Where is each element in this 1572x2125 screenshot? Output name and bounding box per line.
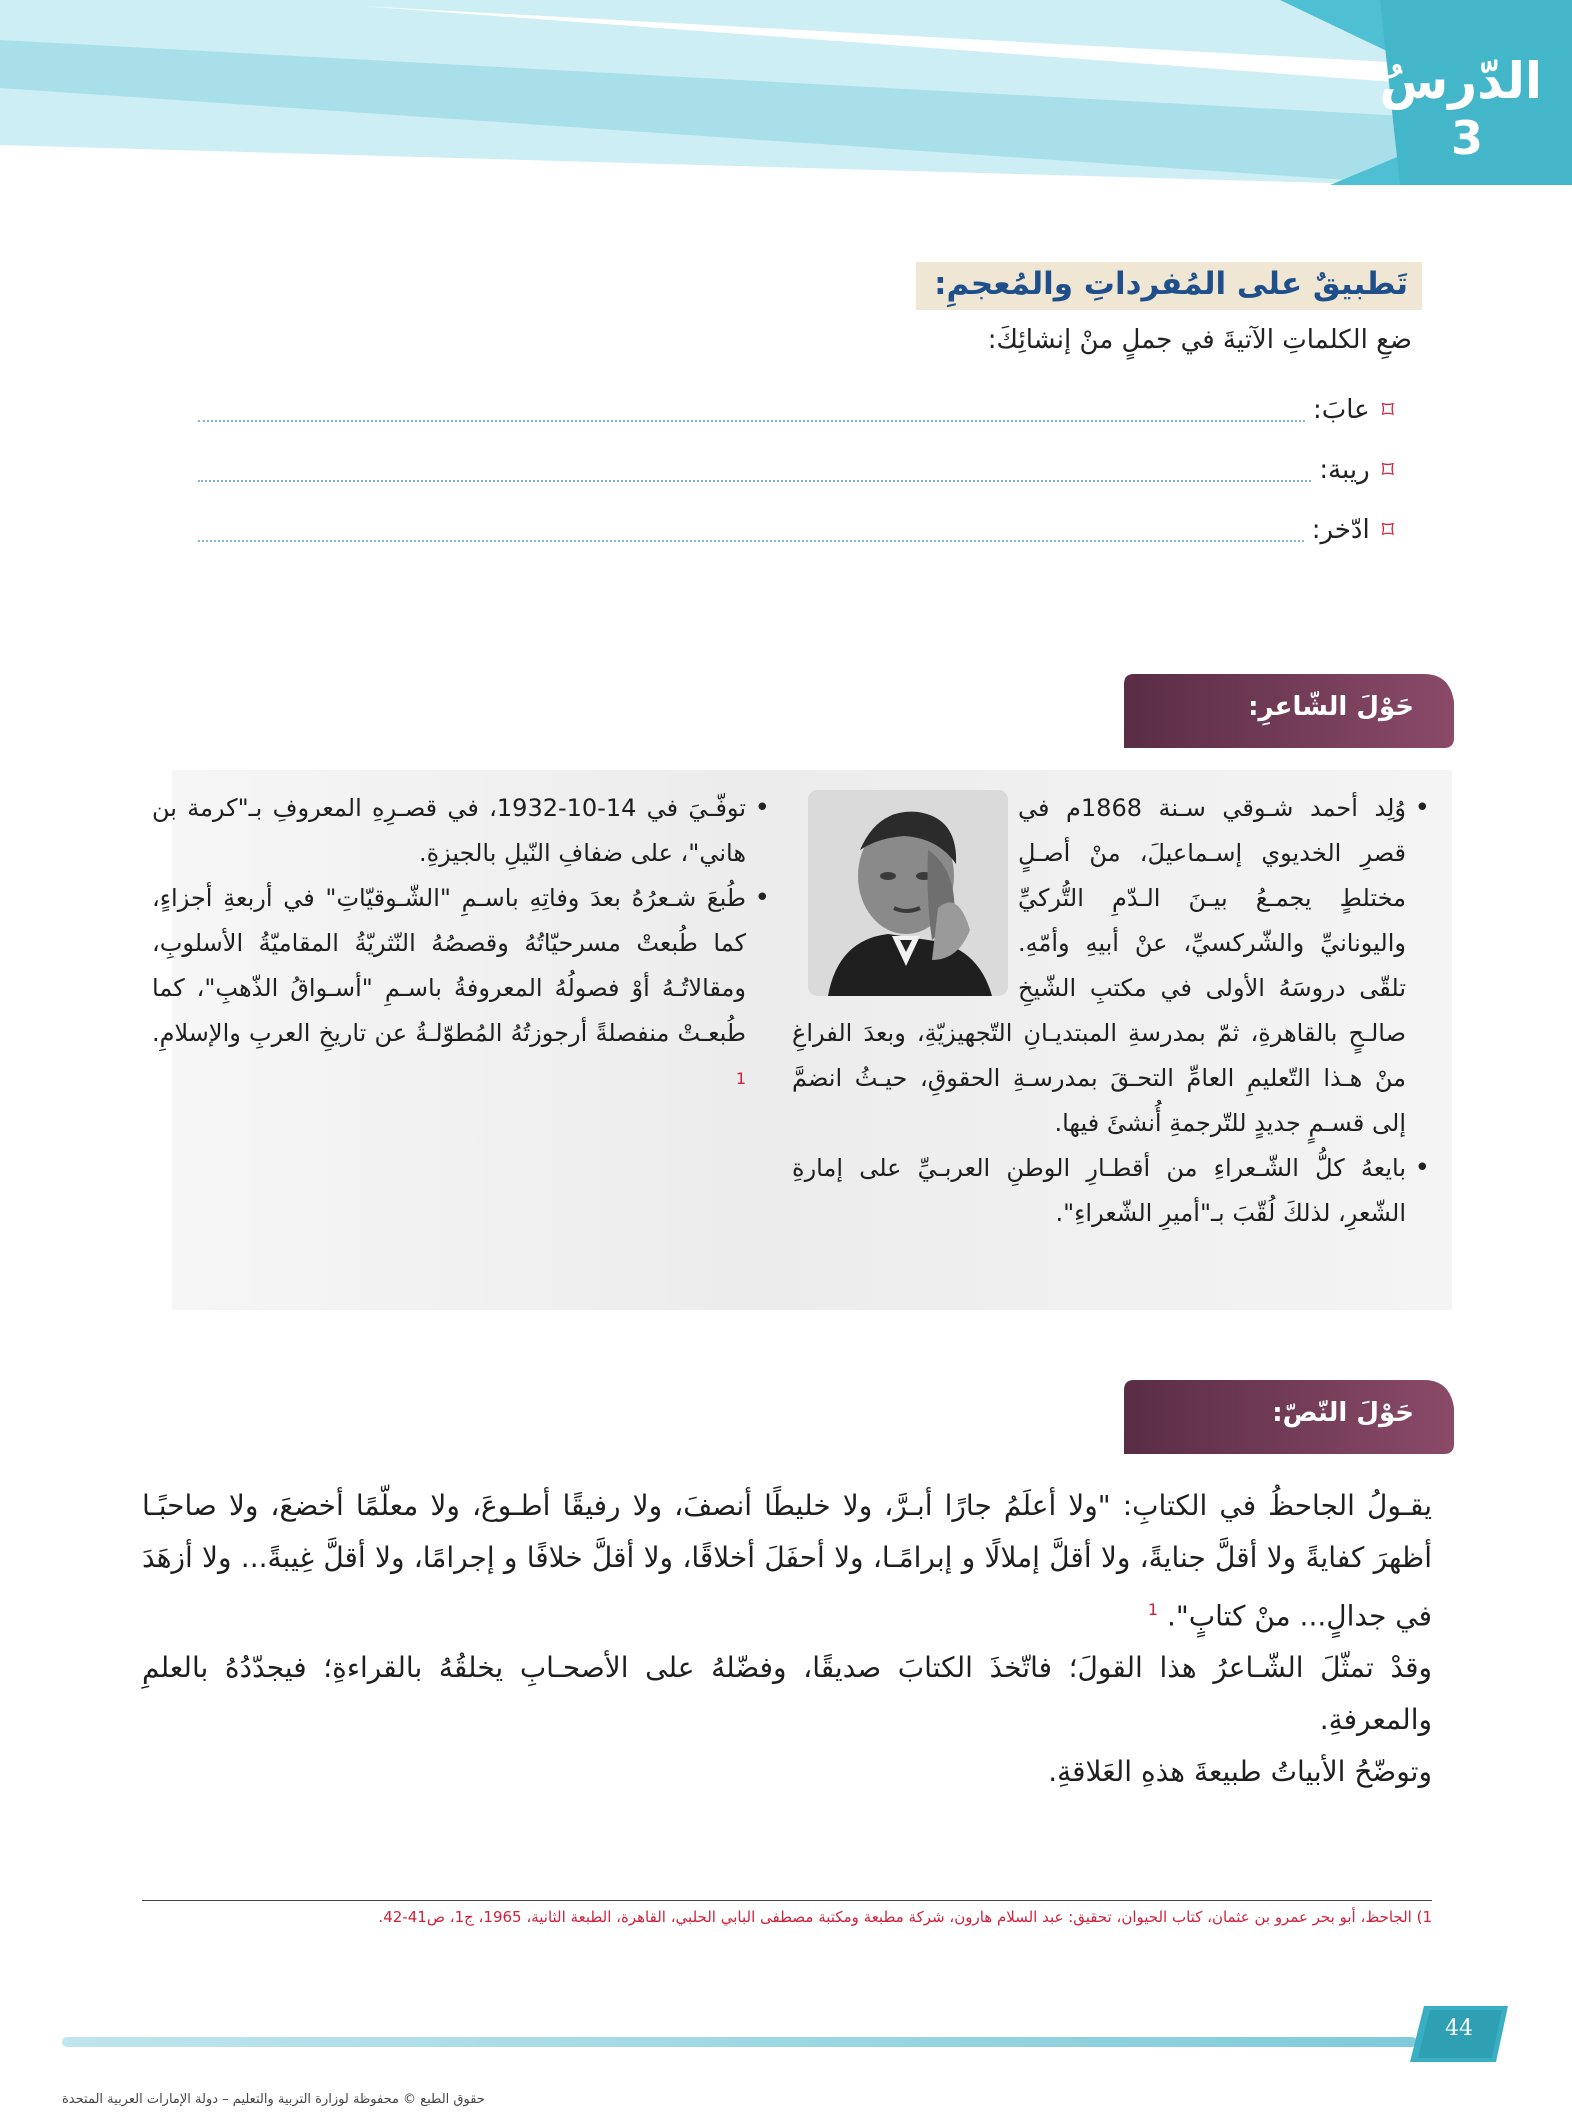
text-tab-label: حَوْلَ النّصّ: <box>1272 1398 1414 1428</box>
vocab-line-3[interactable] <box>198 506 1394 550</box>
footer-bar <box>62 2037 1417 2047</box>
bullet-icon: ⌑ <box>1381 456 1394 484</box>
vocab-heading: تَطبيقٌ على المُفرداتِ والمُعجمِ: <box>916 262 1422 310</box>
footnote: 1) الجاحظ، أبو بحر عمرو بن عثمان، كتاب الحيوان، تحقيق: عبد السلام هارون، شركة مطبعة ومكتبة مصطفى البابي الحلبي، القاهرة، الطبعة الثانية، 1965، ج1، ص41-42. <box>378 1908 1432 1926</box>
poet-bio-left <box>152 786 772 1108</box>
vocab-word: ريبة: <box>1319 455 1370 485</box>
bullet-icon: ⌑ <box>1381 516 1394 544</box>
answer-line[interactable] <box>198 540 1304 542</box>
page-number: 44 <box>1445 2016 1473 2041</box>
vocab-line-2[interactable] <box>198 446 1394 490</box>
poet-bio-text-4: طُبعَ شـعرُهُ بعدَ وفاتِهِ باسـمِ "الشّـوقيّاتِ" في أربعةِ أجزاءٍ، كما طُبعتْ مسرحيّاتُهُ وقصصُهُ النّثريّةُ المقاميّةُ الأسلوبِ، ومقالاتُـهُ أوْ فصولُهُ المعروفةُ باسـمِ "أسـواقُ الذّهبِ"، كما طُبعـتْ منفصلةً أرجوزتُهُ المُطوّلـةُ عن تاريخِ العربِ والإسلامِ. <box>152 884 746 1047</box>
portrait-icon <box>808 790 1008 996</box>
poet-bio-item-2 <box>792 1146 1432 1236</box>
poet-bio-text-1: وُلِد أحمد شـوقي سـنة 1868م في قصرِ الخديوي إسـماعيلَ، منْ أصـلٍ مختلطٍ يجمـعُ بيـنَ الـدّمِ التُّركيِّ واليونانيِّ والشّركسيِّ، عنْ أبيهِ وأمّهِ. تلقّى دروسَهُ الأولى في مكتبِ الشّيخِ صالـحٍ بالقاهرةِ، ثمّ بمدرسةِ المبتديـانِ التّجهيزيّةِ، وبعدَ الفراغِ منْ هـذا التّعليمِ العامِّ التحـقَ بمدرسـةِ الحقوقِ، حيـثُ انضمَّ إلى قسـمٍ جديدٍ للتّرجمةِ أُنشئَ فيها. <box>792 794 1406 1137</box>
copyright-notice: حقوق الطبع © محفوظة لوزارة التربية والتعليم – دولة الإمارات العربية المتحدة <box>62 2092 485 2107</box>
answer-line[interactable] <box>198 480 1311 482</box>
lesson-number: 3 <box>1450 111 1483 165</box>
poet-bio-item-4 <box>152 876 772 1108</box>
footnote-marker[interactable]: 1 <box>735 1069 746 1088</box>
poet-bio-text-2: بايعهُ كلُّ الشّـعراءِ من أقطـارِ الوطنِ العربـيِّ على إمارةِ الشّعرِ، لذلكَ لُقّبَ بـ"أميرِ الشّعراءِ". <box>792 1154 1406 1227</box>
answer-line[interactable] <box>198 420 1305 422</box>
text-paragraph-1-content: يقـولُ الجاحظُ في الكتابِ: "ولا أعلَمُ جارًا أبـرَّ، ولا خليطًا أنصفَ، ولا رفيقًا أطـوعَ، ولا معلّمًا أخضعَ، ولا صاحبًـا أظهرَ كفايةً ولا أقلَّ جنايةً، ولا أقلَّ إملالًا و إبرامًـا، ولا أحفَلَ أخلاقًا، ولا أقلَّ خلافًا و إجرامًا، ولا أقلَّ غِيبةً... ولا أزهَدَ في جدالٍ... منْ كتابٍ". <box>142 1489 1432 1633</box>
footnote-marker[interactable]: 1 <box>1147 1600 1159 1619</box>
text-paragraph-1 <box>142 1480 1432 1642</box>
text-body <box>142 1480 1432 1798</box>
text-tab <box>1124 1378 1454 1456</box>
vocab-line-1[interactable] <box>198 386 1394 430</box>
poet-bio-item-1 <box>792 786 1432 1146</box>
poet-bio-item-3 <box>152 786 772 876</box>
header-banner <box>0 0 1572 185</box>
poet-bio-text-3: توفّـيَ في 14-10-1932، في قصـرِهِ المعروفِ بـ"كرمة بن هاني"، على ضفافِ النّيلِ بالجيزةِ. <box>152 794 747 867</box>
vocab-word: عابَ: <box>1313 395 1370 425</box>
poet-photo <box>808 790 1008 996</box>
poet-tab <box>1124 672 1454 750</box>
vocab-instruction: ضعِ الكلماتِ الآتيةَ في جملٍ منْ إنشائِكَ: <box>987 325 1412 355</box>
text-paragraph-3: وتوضّحُ الأبياتُ طبيعةَ هذهِ العَلاقةِ. <box>1048 1755 1432 1789</box>
poet-tab-label: حَوْلَ الشّاعرِ: <box>1248 692 1414 722</box>
bullet-icon: ⌑ <box>1381 396 1394 424</box>
text-paragraph-2: وقدْ تمثّلَ الشّـاعرُ هذا القولَ؛ فاتّخذَ الكتابَ صديقًا، وفضّلهُ على الأصحـابِ يخلقُهُ بالقراءةِ؛ فيجدّدُهُ بالعلمِ والمعرفةِ. <box>142 1651 1432 1737</box>
vocab-word: ادّخر: <box>1311 515 1370 545</box>
poet-bio-right <box>792 786 1432 1236</box>
footnote-divider <box>142 1900 1432 1901</box>
lesson-label: الدّرسُ <box>1379 52 1542 110</box>
